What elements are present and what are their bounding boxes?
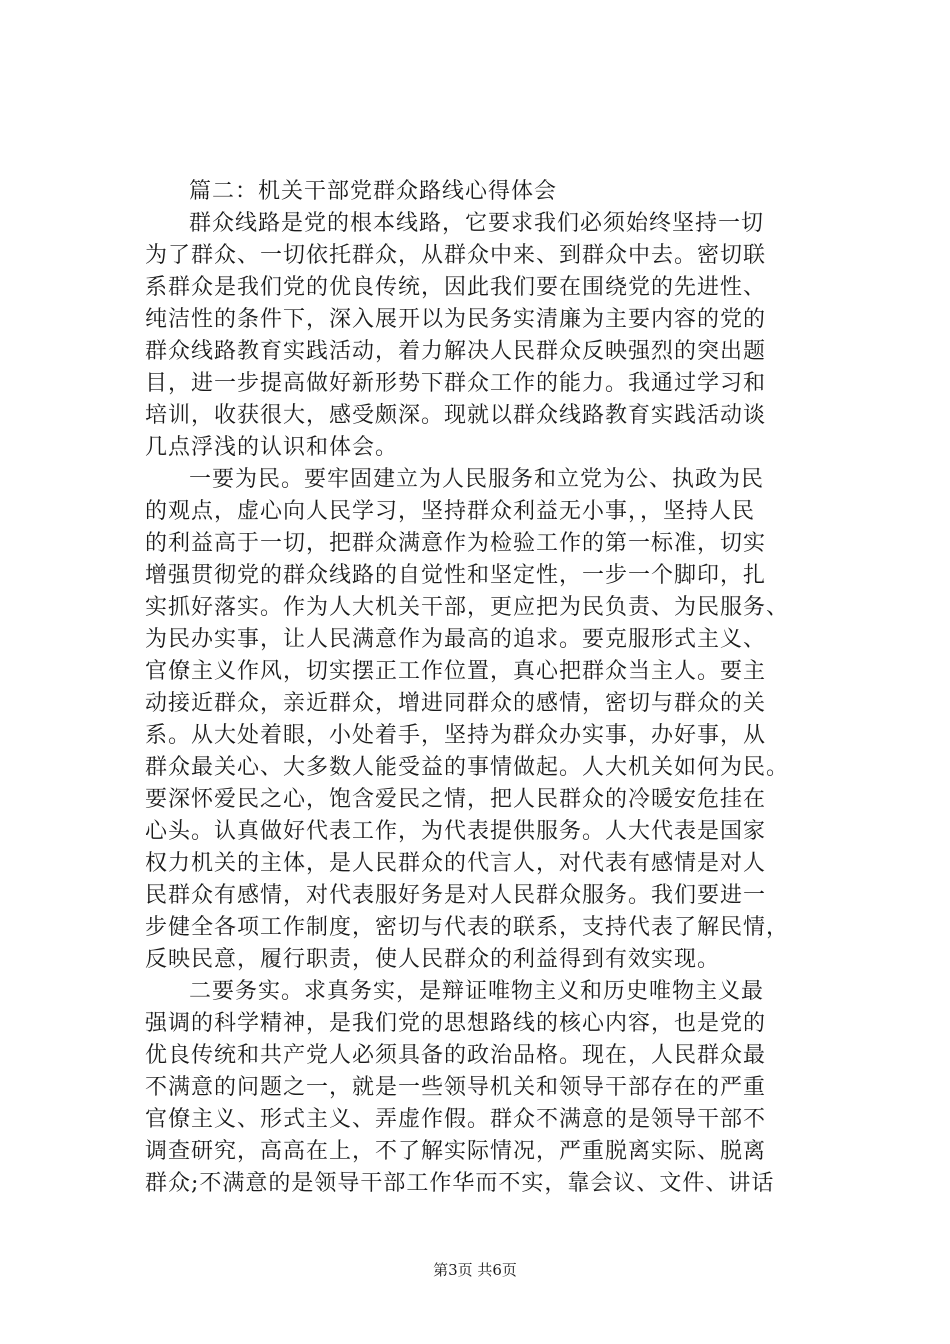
paragraph-line: 培训，收获很大，感受颇深。现就以群众线路教育实践活动谈 xyxy=(145,403,767,428)
paragraph xyxy=(145,464,805,976)
paragraph-line: 目，进一步提高做好新形势下群众工作的能力。我通过学习和 xyxy=(145,371,767,396)
paragraph-line: 步健全各项工作制度，密切与代表的联系，支持代表了解民情， xyxy=(145,915,790,940)
paragraph-line: 民群众有感情，对代表服好务是对人民群众服务。我们要进一 xyxy=(145,883,767,908)
paragraph-line: 增强贯彻党的群众线路的自觉性和坚定性，一步一个脚印，扎 xyxy=(145,563,767,588)
paragraph-line: 二要务实。求真务实，是辩证唯物主义和历史唯物主义最 xyxy=(189,979,765,1004)
paragraph-line: 官僚主义、形式主义、弄虚作假。群众不满意的是领导干部不 xyxy=(145,1107,767,1132)
document-body xyxy=(145,176,805,1200)
paragraph-line: 几点浮浅的认识和体会。 xyxy=(145,435,399,460)
paragraph-line: 群众线路是党的根本线路，它要求我们必须始终坚持一切 xyxy=(189,211,765,236)
paragraph-line: 优良传统和共产党人必须具备的政治品格。现在，人民群众最 xyxy=(145,1043,767,1068)
paragraph-line: 反映民意，履行职责，使人民群众的利益得到有效实现。 xyxy=(145,947,721,972)
document-heading: 篇二：机关干部党群众路线心得体会 xyxy=(189,179,558,204)
paragraph-line: 群众线路教育实践活动，着力解决人民群众反映强烈的突出题 xyxy=(145,339,767,364)
paragraph-line: 不满意的问题之一，就是一些领导机关和领导干部存在的严重 xyxy=(145,1075,767,1100)
paragraph-line: 系。从大处着眼，小处着手，坚持为群众办实事，办好事，从 xyxy=(145,723,767,748)
paragraph-line: 权力机关的主体，是人民群众的代言人，对代表有感情是对人 xyxy=(145,851,767,876)
paragraph-line: 为民办实事，让人民满意作为最高的追求。要克服形式主义、 xyxy=(145,627,767,652)
paragraph-line: 一要为民。要牢固建立为人民服务和立党为公、执政为民 xyxy=(189,467,765,492)
paragraph-list xyxy=(145,208,805,1200)
paragraph-line: 实抓好落实。作为人大机关干部，更应把为民负责、为民服务、 xyxy=(145,595,790,620)
paragraph-line: 群众最关心、大多数人能受益的事情做起。人大机关如何为民。 xyxy=(145,755,790,780)
paragraph-line: 纯洁性的条件下，深入展开以为民务实清廉为主要内容的党的 xyxy=(145,307,767,332)
paragraph-line: 群众;不满意的是领导干部工作华而不实，靠会议、文件、讲话 xyxy=(145,1171,775,1196)
paragraph xyxy=(145,976,805,1200)
paragraph-line: 动接近群众，亲近群众，增进同群众的感情，密切与群众的关 xyxy=(145,691,767,716)
paragraph-line: 的利益高于一切，把群众满意作为检验工作的第一标准，切实 xyxy=(145,531,767,556)
paragraph-line: 心头。认真做好代表工作，为代表提供服务。人大代表是国家 xyxy=(145,819,767,844)
paragraph-line: 为了群众、一切依托群众，从群众中来、到群众中去。密切联 xyxy=(145,243,767,268)
paragraph-line: 要深怀爱民之心，饱含爱民之情，把人民群众的冷暖安危挂在 xyxy=(145,787,767,812)
page-number-footer: 第3页 共6页 xyxy=(433,1261,517,1279)
paragraph xyxy=(145,208,805,464)
paragraph-line: 官僚主义作风，切实摆正工作位置，真心把群众当主人。要主 xyxy=(145,659,767,684)
paragraph-line: 系群众是我们党的优良传统，因此我们要在围绕党的先进性、 xyxy=(145,275,767,300)
paragraph-line: 的观点，虚心向人民学习，坚持群众利益无小事，，坚持人民 xyxy=(145,499,756,524)
paragraph-line: 强调的科学精神，是我们党的思想路线的核心内容，也是党的 xyxy=(145,1011,767,1036)
paragraph-line: 调查研究，高高在上，不了解实际情况，严重脱离实际、脱离 xyxy=(145,1139,767,1164)
